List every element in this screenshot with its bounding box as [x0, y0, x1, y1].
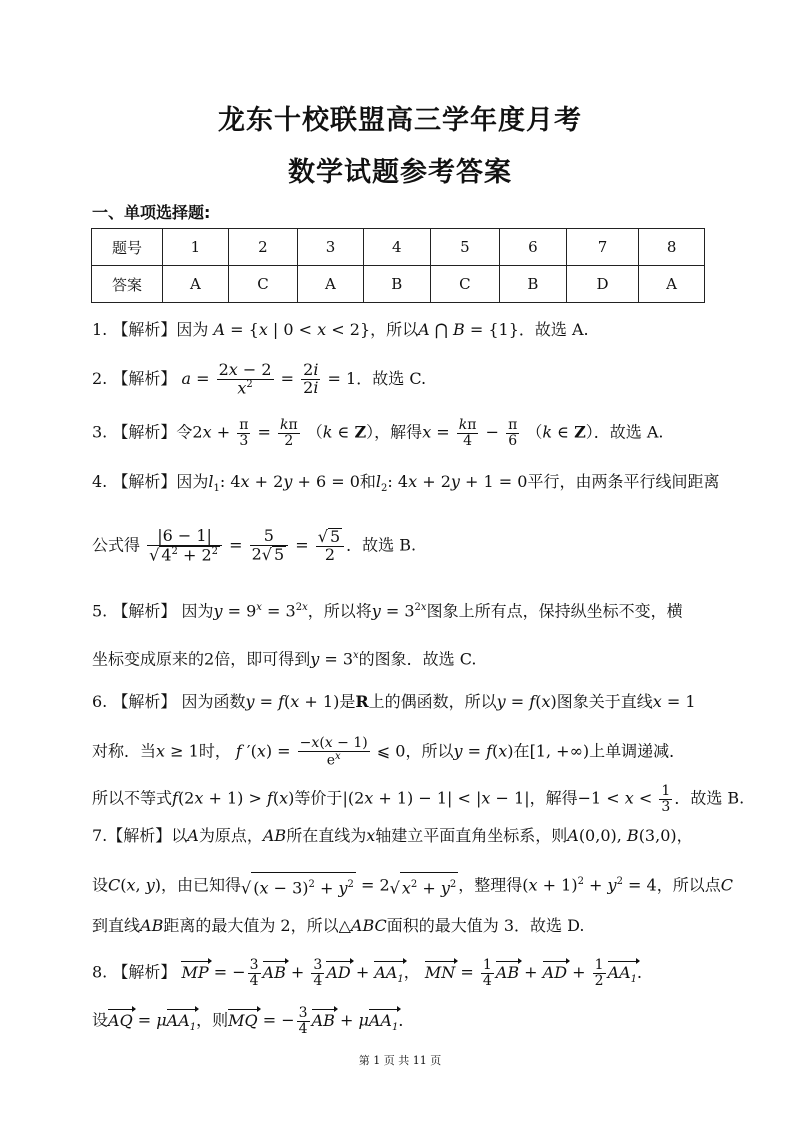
solution-tag: 【解析】	[112, 601, 177, 621]
solution-3: 3. 【解析】令2x + $\frac{\pi}{3}$ = $\frac{k\pi}{2}$ （k ∈ Z），解得x = $\frac{k\pi}{4}$ − $\frac{\pi}{6}$ （k ∈ Z）．故选 A.	[92, 417, 664, 449]
text: 对称．当	[92, 741, 157, 761]
text: ．故选 C.	[356, 368, 427, 388]
table-cell: A	[163, 266, 229, 303]
text: 所以不等式	[92, 788, 173, 808]
page-footer: 第 1 页 共 11 页	[358, 1054, 442, 1067]
text: ，所以	[370, 320, 419, 339]
text: 面积的最大值为 3．故选 D.	[386, 916, 585, 935]
solution-8: 8. 【解析】 MP = − $\frac{3}{4}$ AB + $\frac{3}{4}$ AD + $AA_1$， MN = $\frac{1}{4}$ AB + AD + $\frac{1}{2}$ $AA_1$．	[92, 958, 712, 992]
text: ，解得	[529, 788, 578, 808]
text: 是	[339, 692, 356, 711]
table-cell: C	[228, 266, 297, 303]
table-cell: 6	[500, 229, 567, 266]
text: 上的偶函数，所以	[368, 692, 497, 711]
solution-6: 6. 【解析】 因为函数y = f(x + 1)是R上的偶函数，所以y = f(x)图象关于直线x = 1	[92, 692, 696, 711]
text: 坐标变成原来的	[92, 649, 205, 669]
solution-7-cont2: 到直线AB距离的最大值为 2，所以△ABC面积的最大值为 3．故选 D.	[92, 916, 585, 935]
text: ，所以将	[307, 601, 372, 621]
text: ．故选 A.	[593, 422, 664, 442]
exam-subtitle: 数学试题参考答案	[288, 157, 512, 188]
solution-tag: 【解析】	[112, 368, 177, 388]
table-cell: 3	[298, 229, 364, 266]
solution-tag: 【解析】	[112, 320, 177, 339]
text: 所在直线为	[286, 826, 367, 845]
table-cell: 5	[430, 229, 499, 266]
table-cell: D	[566, 266, 638, 303]
table-cell: C	[430, 266, 499, 303]
text: 图象上所有点，保持纵坐标不变，横	[426, 601, 683, 621]
text: 因为	[181, 601, 214, 621]
answer-table-number-row	[92, 229, 705, 266]
question-number: 6.	[92, 692, 108, 711]
text: 因为函数	[181, 692, 246, 711]
solution-6-cont2: 所以不等式f(2x + 1) > f(x)等价于|(2x + 1) − 1| < |x − 1|，解得−1 < x < $\frac{1}{3}$ ．故选 B.	[92, 783, 745, 815]
solution-7: 7.【解析】以A为原点，AB所在直线为x轴建立平面直角坐标系，则A(0,0), B(3,0)，	[92, 826, 693, 845]
solution-tag: 【解析】	[112, 692, 177, 711]
text: 图象关于直线	[556, 692, 653, 711]
solution-7-cont: 设C(x, y)，由已知得√ $(x - 3)^2 + y^2 = 2√$ $x^2 + y^2$ ，整理得$(x + 1)^2 + y^2 = 4$，所以点C	[92, 870, 712, 900]
text: 上单调递减．	[589, 741, 686, 761]
question-number: 2.	[92, 368, 108, 388]
question-number: 1.	[92, 320, 108, 339]
text: 因为	[176, 472, 209, 491]
text: 设	[92, 1010, 109, 1030]
text: 设	[92, 875, 109, 895]
question-number: 4.	[92, 472, 108, 491]
solution-4: 4. 【解析】因为$l_1$: 4x + 2y + 6 = 0和$l_2$: 4x + 2y + 1 = 0平行，由两条平行线间距离	[92, 472, 720, 495]
solution-8-cont: 设AQ = μAA$_1$，则MQ = − $\frac{3}{4}$ AB + μAA$_1$．	[92, 1006, 712, 1040]
table-cell: 1	[163, 229, 229, 266]
text: 为原点，	[198, 826, 263, 845]
text: 的图象．故选 C.	[358, 649, 477, 669]
table-cell: A	[298, 266, 364, 303]
text: ，解得	[374, 422, 423, 442]
table-header-label: 答案	[92, 266, 163, 303]
text: 倍，即可得到	[214, 649, 311, 669]
text: 距离的最大值为 2，所以△	[163, 916, 351, 935]
question-number: 3.	[92, 422, 108, 442]
text: ．故选 B.	[674, 788, 745, 808]
text: ，所以	[405, 741, 454, 761]
text: 到直线	[92, 916, 141, 935]
solution-tag: 【解析】	[107, 826, 172, 845]
text: 等价于	[294, 788, 343, 808]
text: 和	[359, 472, 376, 491]
solution-5: 5. 【解析】 因为$y = 9^x = 3^{2x}$，所以将$y = 3^{2x}$图象上所有点，保持纵坐标不变，横	[92, 601, 683, 621]
text: 时，	[198, 741, 231, 761]
solution-1: 1. 【解析】因为 A = {x | 0 < x < 2}，所以A ⋂ B = {1}．故选 A.	[92, 320, 589, 339]
question-number: 8.	[92, 962, 108, 982]
solution-4-cont: 公式得 $\frac{|6 - 1|}{√ 4^2 + 2^2}$ = $\frac{5}{2√ 5}$ = $\frac{√ 5}{2}$ ．故选 B.	[92, 526, 417, 565]
text: 平行，由两条平行线间距离	[527, 472, 720, 491]
text: ．故选 A.	[518, 320, 589, 339]
solution-tag: 【解析】	[112, 422, 177, 442]
table-cell: B	[500, 266, 567, 303]
text: ．故选 B.	[346, 535, 417, 555]
solution-6-cont: 对称．当x ≥ 1时， f ′(x) = $\frac{-x(x - 1)}{e^x}$ ⩽ 0，所以y = f(x)在[1, +∞)上单调递减．	[92, 735, 686, 769]
exam-title: 龙东十校联盟高三学年度月考	[218, 105, 582, 136]
text: 因为	[176, 320, 209, 339]
text: 在	[513, 741, 530, 761]
text: 公式得	[92, 535, 141, 555]
solution-2: 2. 【解析】 a = $\frac{2x - 2}{x^2}$ = $\frac{2i}{2i}$ = 1．故选 C.	[92, 360, 427, 398]
question-number: 5.	[92, 601, 108, 621]
table-cell: B	[363, 266, 430, 303]
table-header-label: 题号	[92, 229, 163, 266]
text: ，整理得	[458, 875, 523, 895]
text: ，所以点	[656, 875, 721, 895]
text: ，则	[196, 1010, 229, 1030]
solution-tag: 【解析】	[112, 962, 177, 982]
solution-tag: 【解析】	[112, 472, 177, 491]
answer-table-answer-row	[92, 266, 705, 303]
table-cell: A	[639, 266, 705, 303]
table-cell: 8	[639, 229, 705, 266]
table-cell: 4	[363, 229, 430, 266]
text: 令	[176, 422, 193, 442]
text: 以	[171, 826, 188, 845]
text: ，由已知得	[161, 875, 242, 895]
section-heading-single-choice: 一、单项选择题:	[92, 203, 211, 222]
table-cell: 7	[566, 229, 638, 266]
solution-5-cont: 坐标变成原来的2倍，即可得到$y = 3^x$的图象．故选 C.	[92, 649, 477, 669]
answer-table	[91, 228, 705, 303]
question-number: 7.	[92, 826, 108, 845]
text: 轴建立平面直角坐标系，则	[375, 826, 568, 845]
table-cell: 2	[228, 229, 297, 266]
